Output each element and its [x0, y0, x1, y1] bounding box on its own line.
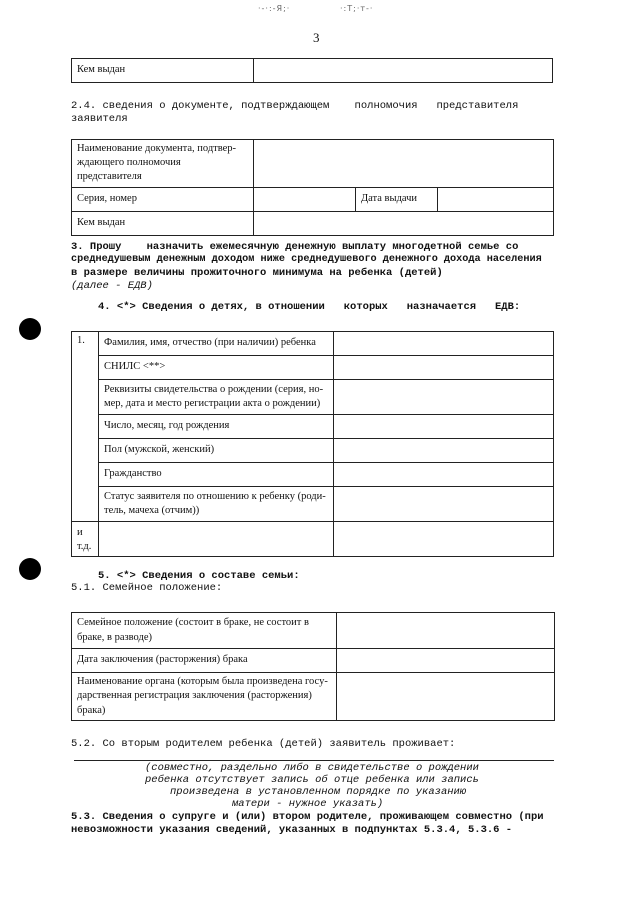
section-3-line1: 3. Прошу назначить ежемесячную денежную выплату многодетной семье со	[71, 241, 519, 253]
section-4-heading: 4. <*> Сведения о детях, в отношении которых назначается ЕДВ:	[98, 301, 521, 313]
section-5-2-line1: 5.2. Со вторым родителем ребенка (детей) заявитель проживает:	[71, 738, 456, 750]
rep-issue-date-value[interactable]	[438, 187, 554, 211]
scan-mark-left: ·-·:-Я;·	[258, 4, 291, 13]
family-row-value[interactable]	[337, 649, 555, 673]
family-row-value[interactable]	[337, 673, 555, 721]
page-number: 3	[313, 30, 320, 45]
child-number: 1.	[72, 332, 99, 522]
punch-hole-bottom	[19, 558, 41, 580]
rep-series-label: Серия, номер	[72, 187, 254, 211]
section-5-2-answer-line[interactable]	[74, 760, 554, 761]
child-row-label: Фамилия, имя, отчество (при наличии) ребенка	[99, 332, 334, 356]
rep-doc-name-label: Наименование документа, подтвер- ждающего полномочия представителя	[72, 140, 254, 188]
section-3-line2: среднедушевым денежным доходом ниже среднедушевого денежного дохода населения	[71, 254, 542, 265]
child-row-value[interactable]	[334, 356, 554, 380]
child-row-value[interactable]	[334, 463, 554, 487]
child-etc-cell[interactable]	[99, 522, 334, 557]
child-row-value[interactable]	[334, 487, 554, 522]
section-2-4-line2: заявителя	[71, 113, 128, 125]
rep-issued-by-label: Кем выдан	[72, 211, 254, 235]
section-3-line3: в размере величины прожиточного минимума на ребенка (детей)	[71, 267, 443, 279]
child-row-value[interactable]	[334, 415, 554, 439]
scan-mark-right: ·:Т;·т-·	[340, 4, 374, 13]
section-5-2-note4: матери - нужное указать)	[232, 798, 384, 810]
children-table	[71, 331, 554, 557]
child-row-label: Реквизиты свидетельства о рождении (серия, но- мер, дата и место регистрации акта о рождении)	[99, 380, 334, 415]
child-row-value[interactable]	[334, 332, 554, 356]
rep-issue-date-label: Дата выдачи	[356, 187, 438, 211]
family-table	[71, 612, 555, 721]
child-row-value[interactable]	[334, 439, 554, 463]
rep-issued-by-value[interactable]	[254, 211, 554, 235]
issued-by-value-cell[interactable]	[254, 59, 553, 83]
section-5-1: 5.1. Семейное положение:	[71, 582, 223, 594]
child-row-label: Пол (мужской, женский)	[99, 439, 334, 463]
issued-by-table	[71, 58, 553, 83]
section-5-3-line1: 5.3. Сведения о супруге и (или) втором родителе, проживающем совместно (при	[71, 811, 544, 823]
issued-by-label: Кем выдан	[72, 59, 254, 83]
child-etc-label: и т.д.	[72, 522, 99, 557]
rep-doc-name-value[interactable]	[254, 140, 554, 188]
section-2-4-line1: 2.4. сведения о документе, подтверждающем полномочия представителя	[71, 100, 519, 112]
family-row-value[interactable]	[337, 613, 555, 649]
section-5-3-line2: невозможности указания сведений, указанных в подпунктах 5.3.4, 5.3.6 -	[71, 824, 513, 836]
child-row-label: СНИЛС <**>	[99, 356, 334, 380]
rep-series-value[interactable]	[254, 187, 356, 211]
section-5-2-note2: ребенка отсутствует запись об отце ребенка или запись	[145, 774, 479, 786]
child-etc-value[interactable]	[334, 522, 554, 557]
child-row-label: Гражданство	[99, 463, 334, 487]
section-5-2-note1: (совместно, раздельно либо в свидетельстве о рождении	[145, 762, 479, 774]
representative-table	[71, 139, 554, 236]
family-row-label: Дата заключения (расторжения) брака	[72, 649, 337, 673]
section-3-line4: (далее - ЕДВ)	[71, 280, 153, 292]
section-5-2-note3: произведена в установленном порядке по указанию	[170, 786, 467, 798]
punch-hole-top	[19, 318, 41, 340]
child-row-value[interactable]	[334, 380, 554, 415]
section-5-heading: 5. <*> Сведения о составе семьи:	[98, 570, 300, 582]
family-row-label: Наименование органа (которым была произведена госу- дарственная регистрация заключения (расторжения) брака)	[72, 673, 337, 721]
child-row-label: Число, месяц, год рождения	[99, 415, 334, 439]
family-row-label: Семейное положение (состоит в браке, не состоит в браке, в разводе)	[72, 613, 337, 649]
child-row-label: Статус заявителя по отношению к ребенку (роди- тель, мачеха (отчим))	[99, 487, 334, 522]
